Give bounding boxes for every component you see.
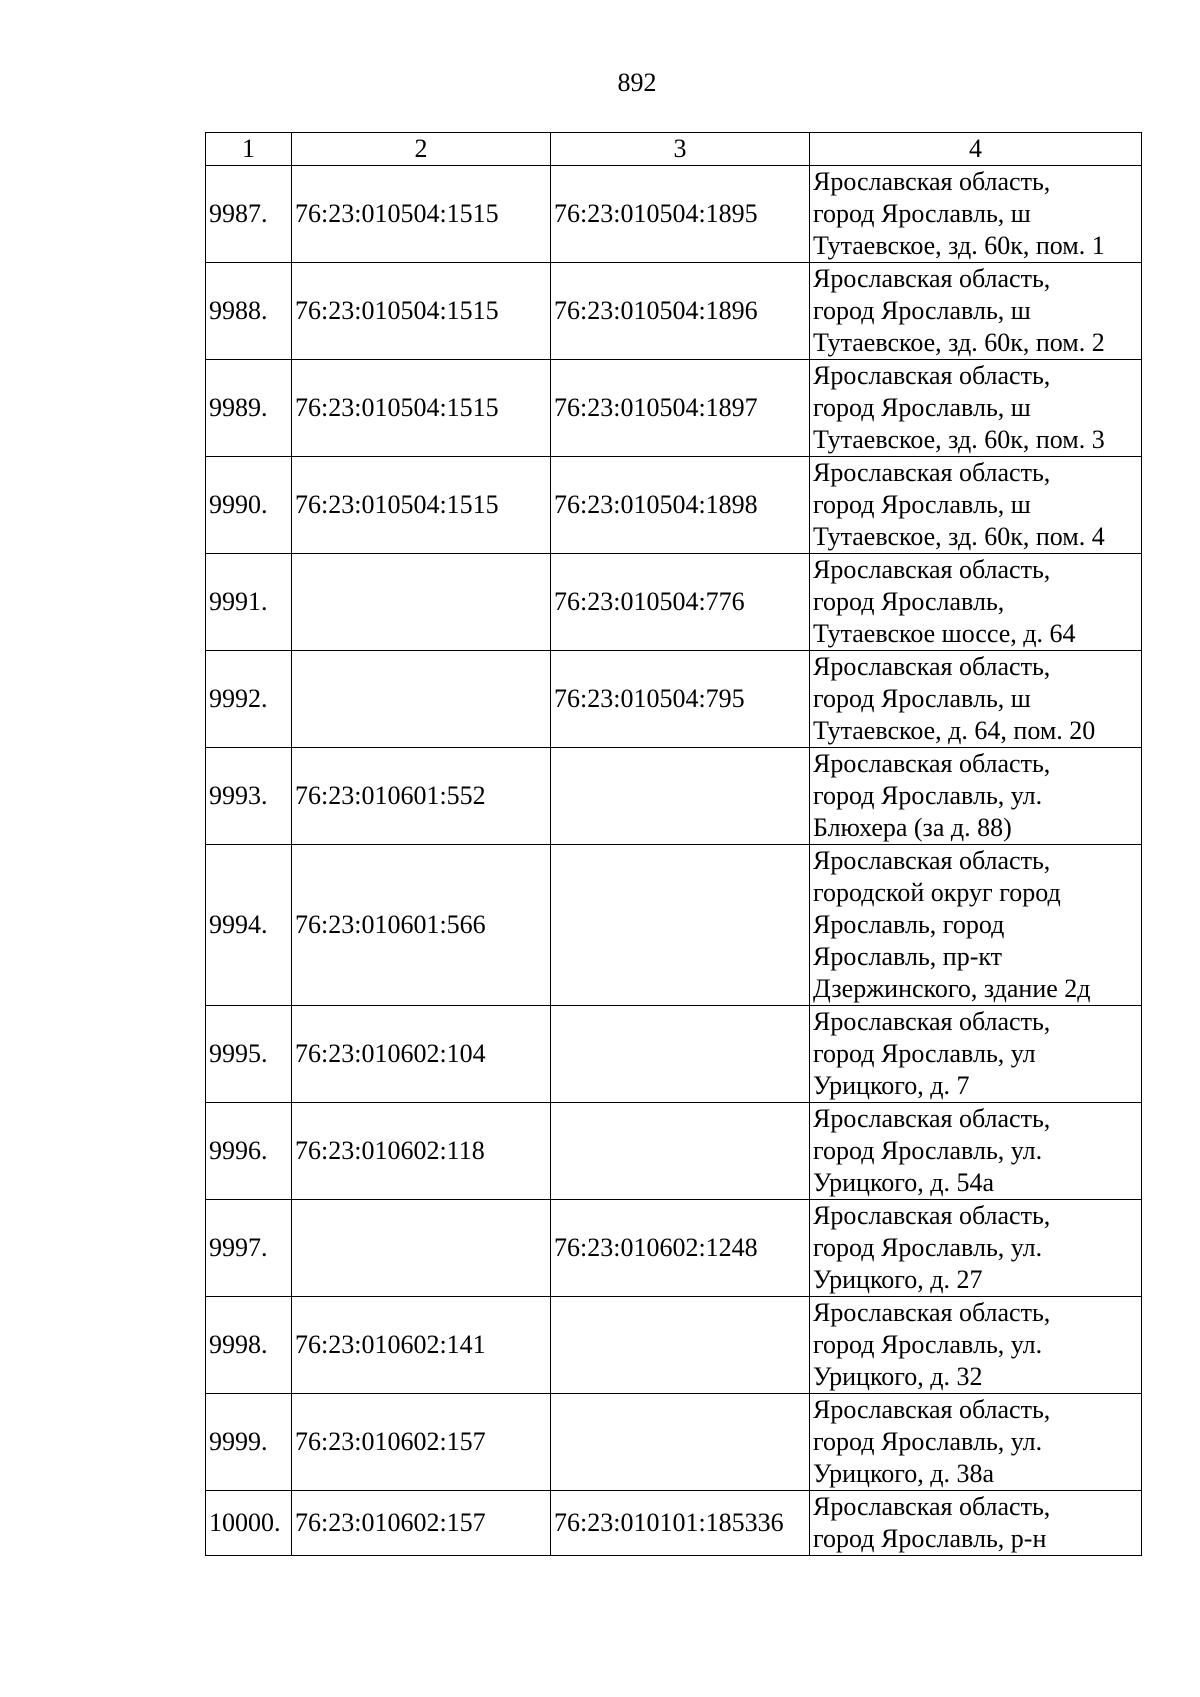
address-line: город Ярославль, ул.: [813, 1233, 1043, 1262]
cadastral-number-cell: [551, 1006, 810, 1103]
cadastral-number-cell: 76:23:010504:1898: [551, 457, 810, 554]
address-line: Тутаевское, зд. 60к, пом. 2: [813, 328, 1105, 357]
address-cell: [810, 457, 1142, 554]
table-row: [206, 166, 1142, 263]
row-number-cell: 9995.: [206, 1006, 292, 1103]
cadastral-number-cell: 76:23:010601:552: [292, 748, 551, 845]
address-line: Ярославль, пр-кт: [813, 942, 1003, 971]
address-line: Тутаевское, зд. 60к, пом. 1: [813, 231, 1105, 260]
address-line: Тутаевское, зд. 60к, пом. 3: [813, 425, 1105, 454]
address-line: Урицкого, д. 54а: [813, 1168, 995, 1197]
column-header-4: 4: [810, 133, 1142, 166]
table-row: [206, 651, 1142, 748]
table-header-row: [206, 133, 1142, 166]
address-cell: [810, 651, 1142, 748]
cadastral-number-cell: 76:23:010602:157: [292, 1491, 551, 1556]
address-cell: [810, 1006, 1142, 1103]
table-row: [206, 1394, 1142, 1491]
address-line: Ярославская область,: [813, 167, 1051, 196]
address-line: Урицкого, д. 38а: [813, 1459, 995, 1488]
address-cell: [810, 1297, 1142, 1394]
address-line: Дзержинского, здание 2д: [813, 974, 1091, 1003]
address-line: город Ярославль, ул.: [813, 1427, 1043, 1456]
address-line: Тутаевское шоссе, д. 64: [813, 619, 1076, 648]
table-row: [206, 1200, 1142, 1297]
address-line: Ярославская область,: [813, 1298, 1051, 1327]
column-header-3: 3: [551, 133, 810, 166]
cadastral-number-cell: [551, 1394, 810, 1491]
address-cell: [810, 1491, 1142, 1556]
row-number-cell: 9996.: [206, 1103, 292, 1200]
address-line: Ярославская область,: [813, 652, 1051, 681]
address-line: Урицкого, д. 32: [813, 1362, 983, 1391]
row-number-cell: 9988.: [206, 263, 292, 360]
address-line: Тутаевское, зд. 60к, пом. 4: [813, 522, 1105, 551]
address-line: город Ярославль, ул.: [813, 1136, 1043, 1165]
address-line: Ярославская область,: [813, 264, 1051, 293]
address-line: Тутаевское, д. 64, пом. 20: [813, 716, 1096, 745]
address-line: город Ярославль, ш: [813, 684, 1031, 713]
address-line: Ярославская область,: [813, 1007, 1051, 1036]
address-line: Ярославская область,: [813, 555, 1051, 584]
address-line: Ярославская область,: [813, 1104, 1051, 1133]
address-line: Ярославская область,: [813, 361, 1051, 390]
row-number-cell: 9993.: [206, 748, 292, 845]
address-line: Ярославская область,: [813, 749, 1051, 778]
cadastral-number-cell: 76:23:010504:1515: [292, 263, 551, 360]
address-cell: [810, 748, 1142, 845]
address-cell: [810, 1103, 1142, 1200]
row-number-cell: 9999.: [206, 1394, 292, 1491]
cadastral-number-cell: 76:23:010504:1896: [551, 263, 810, 360]
address-line: Ярославская область,: [813, 1201, 1051, 1230]
address-line: Блюхера (за д. 88): [813, 813, 1012, 842]
table-row: [206, 360, 1142, 457]
table-row: [206, 554, 1142, 651]
table-row: [206, 1491, 1142, 1556]
address-cell: [810, 360, 1142, 457]
address-cell: [810, 1200, 1142, 1297]
cadastral-number-cell: 76:23:010602:157: [292, 1394, 551, 1491]
address-cell: [810, 166, 1142, 263]
address-cell: [810, 845, 1142, 1006]
cadastral-number-cell: [292, 651, 551, 748]
address-line: Ярославская область,: [813, 458, 1051, 487]
row-number-cell: 9994.: [206, 845, 292, 1006]
address-line: город Ярославль, ул: [813, 1039, 1036, 1068]
address-line: Ярославская область,: [813, 846, 1051, 875]
table-body: [206, 166, 1142, 1556]
row-number-cell: 9998.: [206, 1297, 292, 1394]
address-line: городской округ город: [813, 878, 1061, 907]
row-number-cell: 9997.: [206, 1200, 292, 1297]
cadastral-number-cell: [551, 1103, 810, 1200]
address-line: город Ярославль,: [813, 587, 1005, 616]
address-line: город Ярославль, ш: [813, 199, 1031, 228]
cadastral-number-cell: 76:23:010602:141: [292, 1297, 551, 1394]
table-row: [206, 845, 1142, 1006]
address-line: Урицкого, д. 7: [813, 1071, 970, 1100]
table-row: [206, 1006, 1142, 1103]
page-number: 892: [617, 68, 657, 97]
table-row: [206, 1297, 1142, 1394]
table-row: [206, 1103, 1142, 1200]
address-line: город Ярославль, ул.: [813, 781, 1043, 810]
column-header-1: 1: [206, 133, 292, 166]
address-line: город Ярославль, ш: [813, 490, 1031, 519]
cadastral-number-cell: [551, 748, 810, 845]
cadastral-number-cell: 76:23:010101:185336: [551, 1491, 810, 1556]
row-number-cell: 9990.: [206, 457, 292, 554]
row-number-cell: 9989.: [206, 360, 292, 457]
address-line: город Ярославль, ш: [813, 296, 1031, 325]
address-cell: [810, 263, 1142, 360]
address-line: город Ярославль, р-н: [813, 1524, 1047, 1553]
cadastral-number-cell: 76:23:010504:1515: [292, 360, 551, 457]
address-line: город Ярославль, ул.: [813, 1330, 1043, 1359]
address-cell: [810, 554, 1142, 651]
row-number-cell: 9992.: [206, 651, 292, 748]
cadastral-number-cell: [551, 1297, 810, 1394]
address-cell: [810, 1394, 1142, 1491]
cadastral-number-cell: [292, 1200, 551, 1297]
registry-table: [205, 132, 1142, 1556]
address-line: город Ярославль, ш: [813, 393, 1031, 422]
cadastral-number-cell: 76:23:010504:1515: [292, 166, 551, 263]
row-number-cell: 9991.: [206, 554, 292, 651]
column-header-2: 2: [292, 133, 551, 166]
cadastral-number-cell: 76:23:010504:1897: [551, 360, 810, 457]
row-number-cell: 10000.: [206, 1491, 292, 1556]
table-row: [206, 748, 1142, 845]
cadastral-number-cell: 76:23:010601:566: [292, 845, 551, 1006]
cadastral-number-cell: 76:23:010504:1895: [551, 166, 810, 263]
cadastral-number-cell: 76:23:010602:104: [292, 1006, 551, 1103]
address-line: Урицкого, д. 27: [813, 1265, 983, 1294]
cadastral-number-cell: [551, 845, 810, 1006]
address-line: Ярославль, город: [813, 910, 1005, 939]
cadastral-number-cell: 76:23:010504:776: [551, 554, 810, 651]
cadastral-number-cell: 76:23:010504:1515: [292, 457, 551, 554]
cadastral-number-cell: [292, 554, 551, 651]
table-row: [206, 457, 1142, 554]
cadastral-number-cell: 76:23:010602:118: [292, 1103, 551, 1200]
cadastral-number-cell: 76:23:010504:795: [551, 651, 810, 748]
address-line: Ярославская область,: [813, 1492, 1051, 1521]
table-row: [206, 263, 1142, 360]
row-number-cell: 9987.: [206, 166, 292, 263]
cadastral-number-cell: 76:23:010602:1248: [551, 1200, 810, 1297]
address-line: Ярославская область,: [813, 1395, 1051, 1424]
